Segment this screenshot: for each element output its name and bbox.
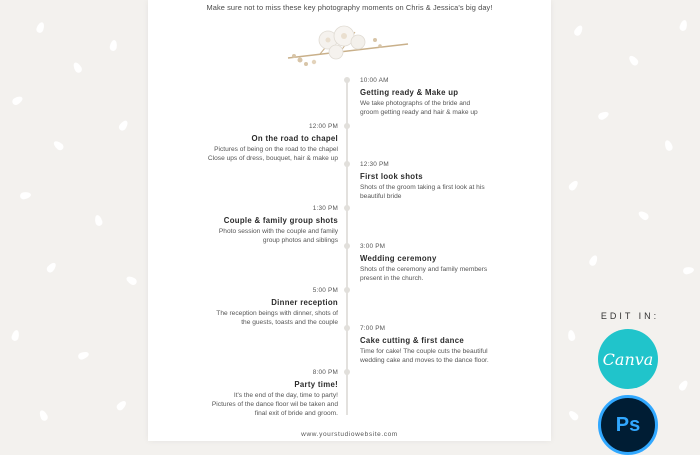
event-description: Photo session with the couple and family group photos and siblings	[218, 228, 338, 244]
event-title: Getting ready & Make up	[360, 88, 459, 97]
petal-decoration	[573, 24, 585, 37]
canva-logo-icon[interactable]	[598, 329, 658, 389]
petal-decoration	[588, 254, 599, 267]
event-title: Party time!	[294, 380, 338, 389]
canva-logo-text: Canva	[602, 349, 654, 369]
timeline-event	[178, 287, 338, 327]
timeline-event	[360, 325, 520, 365]
petal-decoration	[72, 61, 84, 74]
petal-decoration	[627, 54, 639, 67]
petal-decoration	[679, 19, 689, 31]
petal-decoration	[109, 39, 118, 51]
timeline-dot	[344, 369, 350, 375]
photoshop-logo-text: Ps	[615, 413, 641, 436]
timeline-dot	[344, 205, 350, 211]
petal-decoration	[637, 209, 650, 221]
petal-decoration	[35, 21, 45, 34]
timeline-dot	[344, 243, 350, 249]
petal-decoration	[597, 110, 610, 121]
petal-decoration	[677, 379, 689, 392]
edit-in-label: EDIT IN:	[600, 311, 660, 321]
petal-decoration	[11, 95, 24, 107]
petal-decoration	[115, 399, 128, 412]
event-description: Pictures of being on the road to the chapel Close ups of dress, bouquet, hair & make up	[207, 146, 338, 162]
event-time: 7:00 PM	[360, 325, 386, 332]
event-title: On the road to chapel	[251, 134, 338, 143]
flower-branch-illustration	[280, 18, 410, 70]
petal-decoration	[38, 409, 49, 422]
intro-text: Make sure not to miss these key photography moments on Chris & Jessica's big day!	[206, 3, 493, 12]
timeline-sheet	[148, 0, 551, 441]
petal-decoration	[663, 139, 673, 152]
event-time: 12:00 PM	[309, 123, 338, 130]
petal-decoration	[11, 329, 21, 341]
timeline-event	[360, 77, 520, 117]
event-time: 8:00 PM	[312, 369, 338, 376]
petal-decoration	[567, 179, 579, 192]
petal-decoration	[19, 191, 31, 200]
timeline-event	[360, 243, 520, 283]
timeline-dot	[344, 77, 350, 83]
timeline-dot	[344, 325, 350, 331]
timeline-dot	[344, 287, 350, 293]
event-description: It's the end of the day, time to party! Pictures of the dance floor wil be taken and final exit of bride and groom.	[211, 392, 338, 417]
timeline-event	[360, 161, 520, 201]
event-title: First look shots	[360, 172, 423, 181]
timeline-event	[178, 369, 338, 418]
event-description: Shots of the groom taking a first look at his beautiful bride	[360, 184, 485, 200]
timeline-dot	[344, 161, 350, 167]
website-footer: www.yourstudiowebsite.com	[301, 431, 398, 438]
event-title: Couple & family group shots	[223, 216, 338, 225]
petal-decoration	[125, 275, 138, 287]
petal-decoration	[52, 139, 65, 151]
petal-decoration	[682, 266, 694, 275]
event-time: 5:00 PM	[312, 287, 338, 294]
petal-decoration	[77, 350, 90, 360]
timeline-dot	[344, 123, 350, 129]
timeline-event	[178, 123, 338, 163]
petal-decoration	[94, 214, 104, 226]
event-description: Time for cake! The couple cuts the beautiful wedding cake and moves to the dance floor.	[360, 348, 489, 364]
timeline-event	[178, 205, 338, 245]
photoshop-logo-icon[interactable]	[598, 395, 658, 455]
event-time: 1:30 PM	[312, 205, 338, 212]
event-title: Cake cutting & first dance	[360, 336, 464, 345]
event-description: We take photographs of the bride and groom getting ready and hair & make up	[360, 100, 478, 116]
event-time: 3:00 PM	[360, 243, 386, 250]
event-time: 10:00 AM	[360, 77, 389, 84]
petal-decoration	[567, 329, 576, 341]
event-description: Shots of the ceremony and family members present in the church.	[360, 266, 488, 282]
event-title: Wedding ceremony	[360, 254, 437, 263]
event-time: 12:30 PM	[360, 161, 389, 168]
petal-decoration	[45, 261, 57, 274]
event-description: The reception beings with dinner, shots of the guests, toasts and the couple	[216, 310, 338, 326]
petal-decoration	[567, 409, 580, 422]
event-title: Dinner reception	[271, 298, 338, 307]
petal-decoration	[117, 119, 129, 132]
